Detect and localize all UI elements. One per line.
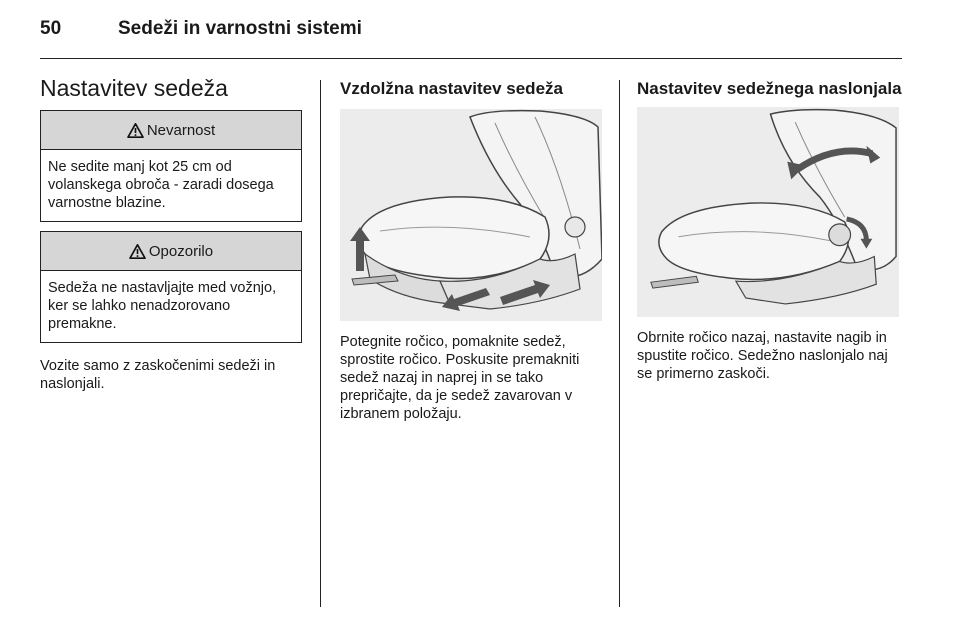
danger-label: Nevarnost xyxy=(146,121,216,139)
column-divider-2 xyxy=(619,80,620,607)
section-title: Nastavitev sedeža xyxy=(40,75,228,101)
page-number: 50 xyxy=(40,18,62,39)
backrest-recline-illustration xyxy=(637,107,899,317)
body-text: Vozite samo z zaskočenimi sedeži in naslonjali. xyxy=(40,358,276,392)
caution-text: Sedeža ne nastavljajte med vožnjo, ker se lahko nenadzorovano premakne. xyxy=(48,280,277,332)
danger-box xyxy=(40,110,302,222)
warning-triangle-icon xyxy=(129,244,146,259)
page-header xyxy=(40,18,902,58)
running-head: Sedeži in varnostni sistemi xyxy=(118,18,362,39)
column-backrest-adjustment xyxy=(637,74,902,383)
warning-triangle-icon xyxy=(127,123,144,138)
seat-slide-illustration xyxy=(340,109,602,321)
column-longitudinal-adjustment xyxy=(340,74,602,423)
column-divider-1 xyxy=(320,80,321,607)
danger-text: Ne sedite manj kot 25 cm od volanskega obroča - zaradi dosega varnostne blazine. xyxy=(48,159,274,211)
column-seat-adjustment xyxy=(40,74,302,393)
subsection-title: Nastavitev sedežnega naslonjala xyxy=(637,79,902,98)
body-text: Obrnite ročico nazaj, nastavite nagib in spustite ročico. Sedežno naslonjalo naj se primerno zaskoči. xyxy=(637,330,888,382)
danger-box-header xyxy=(41,111,301,150)
header-divider xyxy=(40,58,902,59)
body-text: Potegnite ročico, pomaknite sedež, sprostite ročico. Poskusite premakniti sedež nazaj in naprej in se tako prepričajte, da je sedež zavarovan v izbranem položaju. xyxy=(340,334,580,422)
subsection-title: Vzdolžna nastavitev sedeža xyxy=(340,79,563,98)
caution-box xyxy=(40,231,302,343)
caution-label: Opozorilo xyxy=(148,242,214,260)
caution-box-header xyxy=(41,232,301,271)
